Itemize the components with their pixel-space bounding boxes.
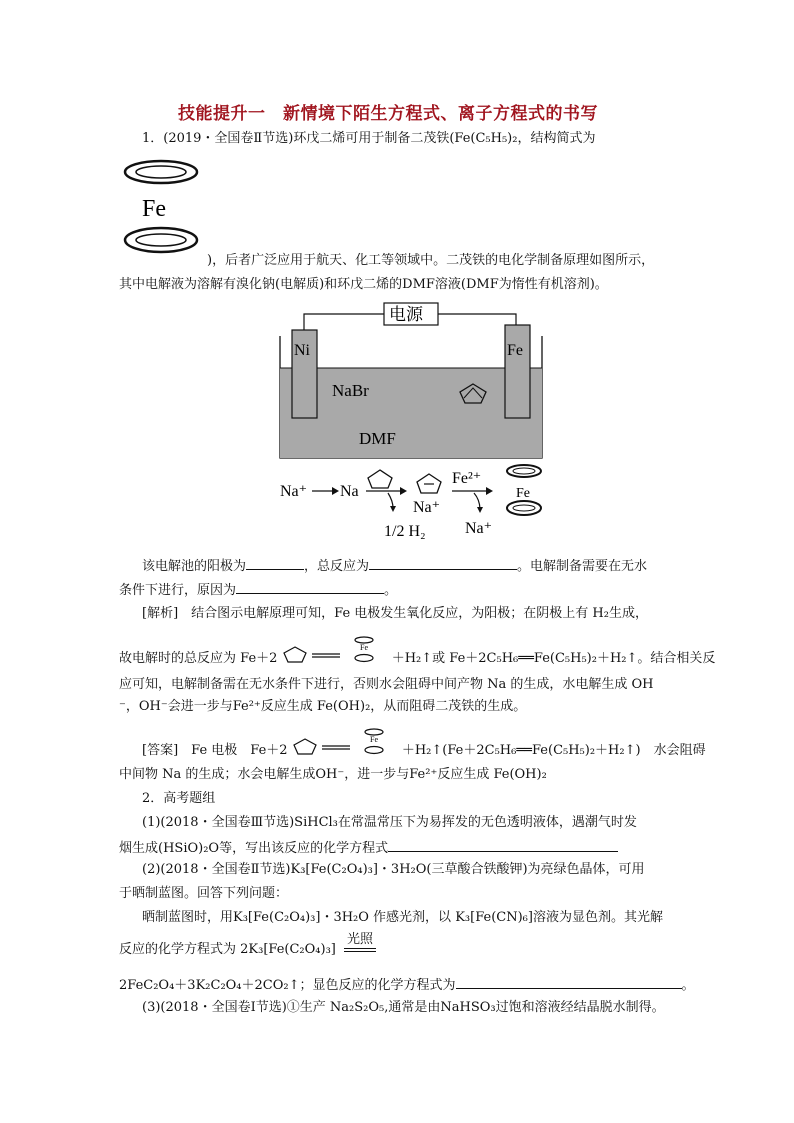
anode-blank[interactable]	[246, 557, 304, 570]
electrolyte-solution	[280, 368, 542, 458]
scheme-na-plus-3: Na⁺	[465, 520, 493, 537]
question-1-line3: 其中电解液为溶解有溴化钠(电解质)和环戊二烯的DMF溶液(DMF为惰性有机溶剂)。	[119, 277, 608, 292]
ask-period: 。	[384, 583, 398, 598]
analysis-line4: ⁻，OH⁻会进一步与Fe²⁺反应生成 Fe(OH)₂，从而阻碍二茂铁的生成。	[119, 699, 527, 714]
analysis-line2-start: 故电解时的总反应为 Fe＋2	[119, 651, 278, 666]
dmf-label: DMF	[359, 429, 396, 448]
answer-line1-end: ＋H₂↑(Fe＋2C₅H₆══Fe(C₅H₅)₂＋H₂↑) 水会阻碍	[401, 743, 706, 758]
scheme-ferrocene-fe: Fe	[516, 486, 530, 501]
q2-part1-line2	[119, 839, 618, 857]
question-2-heading: 2．高考题组	[142, 791, 216, 806]
ask-total-reaction-label: ，总反应为	[304, 559, 370, 574]
ask-anode-label: 该电解池的阳极为	[142, 559, 247, 574]
nabr-label: NaBr	[332, 381, 369, 400]
fe-electrode-label: Fe	[507, 342, 523, 359]
scheme-fe2-plus: Fe²⁺	[452, 470, 482, 487]
scheme-cyclopentadiene-icon	[368, 470, 392, 488]
total-reaction-blank[interactable]	[369, 557, 517, 570]
color-reaction-blank[interactable]	[456, 976, 682, 989]
q2-part2-line2: 于晒制蓝图。回答下列问题：	[119, 886, 289, 901]
q2-part2-line5	[119, 976, 695, 994]
q2-part1-line2-text: 烟生成(HSiO)₂O等，写出该反应的化学方程式	[119, 841, 389, 856]
ferrocene-fe-label: Fe	[142, 196, 166, 222]
answer-line1	[142, 735, 706, 760]
q2-part2-line5-text: 2FeC₂O₄＋3K₂C₂O₄＋2CO₂↑；显色反应的化学方程式为	[119, 978, 456, 993]
question-1-ask-line1	[142, 557, 647, 575]
ferrocene-structure	[115, 152, 205, 262]
answer-eq-fe: Fe	[369, 735, 378, 744]
q2-part2-line1: (2)(2018・全国卷Ⅱ节选)K₃[Fe(C₂O₄)₃]・3H₂O(三草酸合铁酸钾)为亮绿色晶体，可用	[142, 862, 645, 877]
analysis-line2	[119, 643, 716, 668]
analysis-line1: [解析] 结合图示电解原理可知，Fe 电极发生氧化反应，为阳极；在阴极上有 H₂生成，	[142, 606, 648, 621]
analysis-line2-end: ＋H₂↑或 Fe＋2C₅H₆══Fe(C₅H₅)₂＋H₂↑。结合相关反	[391, 651, 716, 666]
answer-line1-start: [答案] Fe 电极 Fe＋2	[142, 743, 288, 758]
analysis-equation-image	[282, 634, 388, 668]
scheme-na: Na	[340, 483, 359, 500]
q2-part3-line1: (3)(2018・全国卷Ⅰ节选)①生产 Na₂S₂O₅,通常是由NaHSO₃过饱和溶液经结晶脱水制得。	[142, 1000, 665, 1015]
q2-part1-line1: (1)(2018・全国卷Ⅲ节选)SiHCl₃在常温常压下为易挥发的无色透明液体，遇潮气时发	[142, 815, 637, 830]
q2-part2-line5-end: 。	[681, 978, 695, 993]
answer-equation-image	[292, 726, 398, 760]
ask-reason-label: 条件下进行，原因为	[119, 583, 237, 598]
page-title: 技能提升一 新情境下陌生方程式、离子方程式的书写	[178, 104, 598, 124]
q2-part2-line3: 晒制蓝图时，用K₃[Fe(C₂O₄)₃]・3H₂O 作感光剂，以 K₃[Fe(CN)₆]溶液为显色剂。其光解	[142, 910, 663, 925]
sihcl3-equation-blank[interactable]	[388, 839, 618, 852]
fe-electrode	[505, 325, 530, 418]
ask-anhydrous-label: 。电解制备需要在无水	[517, 559, 648, 574]
analysis-eq-fe: Fe	[359, 643, 368, 652]
light-condition	[344, 928, 376, 952]
question-1-intro: 1．(2019・全国卷Ⅱ节选)环戊二烯可用于制备二茂铁(Fe(C₅H₅)₂，结构简式为	[142, 131, 596, 146]
answer-line2: 中间物 Na 的生成；水会电解生成OH⁻，进一步与Fe²⁺反应生成 Fe(OH)₂	[119, 767, 547, 782]
analysis-line3: 应可知，电解制备需在无水条件下进行，否则水会阻碍中间产物 Na 的生成，水电解生成 OH	[119, 677, 654, 692]
power-source-label: 电源	[389, 305, 423, 324]
scheme-na-plus: Na⁺	[280, 483, 308, 500]
light-double-line	[344, 948, 376, 952]
q2-part2-line4: 反应的化学方程式为 2K₃[Fe(C₂O₄)₃]	[119, 942, 336, 957]
reason-blank[interactable]	[236, 581, 384, 594]
electrolysis-diagram	[260, 298, 560, 550]
light-label: 光照	[346, 932, 373, 947]
ni-label: Ni	[294, 342, 310, 359]
scheme-na-plus-2: Na⁺	[413, 499, 441, 516]
question-1-ask-line2	[119, 581, 397, 599]
scheme-half-h2: 1/2 H₂	[384, 523, 426, 540]
question-1-line2: )，后者广泛应用于航天、化工等领域中。二茂铁的电化学制备原理如图所示，	[207, 253, 655, 268]
